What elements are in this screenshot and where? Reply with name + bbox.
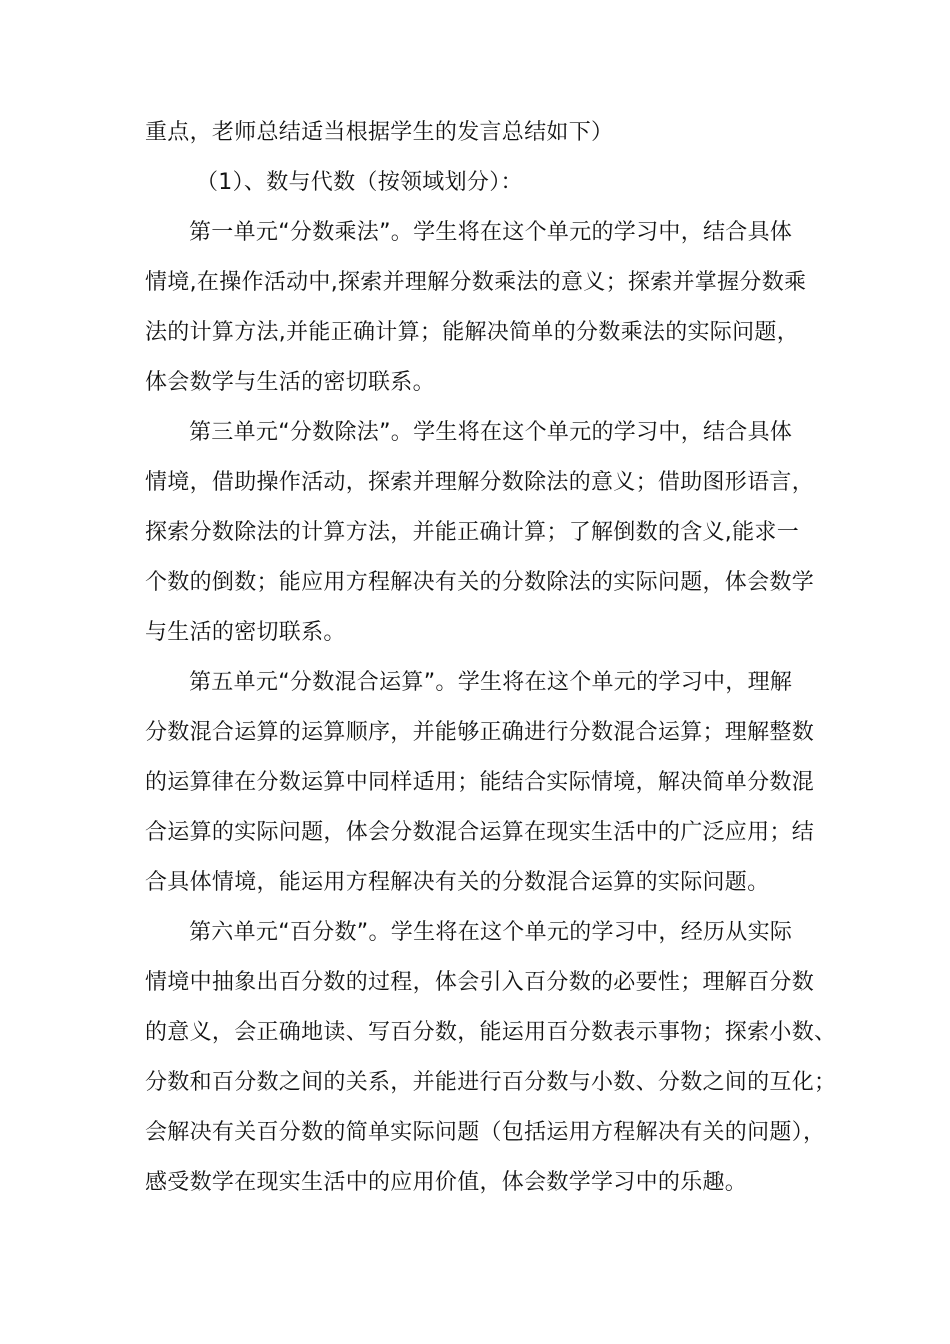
paragraph-line: 第一单元“分数乘法”。学生将在这个单元的学习中，结合具体 bbox=[189, 220, 793, 245]
paragraph-line: 会解决有关百分数的简单实际问题（包括运用方程解决有关的问题）， bbox=[145, 1120, 826, 1145]
paragraph-line: 体会数学与生活的密切联系。 bbox=[145, 370, 435, 395]
paragraph-line: 合具体情境，能运用方程解决有关的分数混合运算的实际问题。 bbox=[145, 870, 770, 895]
paragraph-line: 情境，借助操作活动，探索并理解分数除法的意义；借助图形语言， bbox=[145, 470, 815, 495]
paragraph-line: 第五单元“分数混合运算”。学生将在这个单元的学习中，理解 bbox=[189, 670, 793, 695]
paragraph-line: 合运算的实际问题，体会分数混合运算在现实生活中的广泛应用；结 bbox=[145, 820, 815, 845]
paragraph-line: 个数的倒数；能应用方程解决有关的分数除法的实际问题，体会数学 bbox=[145, 570, 815, 595]
paragraph-line: 探索分数除法的计算方法，并能正确计算；了解倒数的含义,能求一 bbox=[145, 520, 799, 545]
paragraph-line: 感受数学在现实生活中的应用价值，体会数学学习中的乐趣。 bbox=[145, 1170, 748, 1195]
paragraph-line: 与生活的密切联系。 bbox=[145, 620, 346, 645]
paragraph-line: 第六单元“百分数”。学生将在这个单元的学习中，经历从实际 bbox=[189, 920, 793, 945]
section-heading: （1）、数与代数（按领域划分）： bbox=[196, 170, 523, 195]
paragraph-line: 的运算律在分数运算中同样适用；能结合实际情境，解决简单分数混 bbox=[145, 770, 815, 795]
text-line: 重点，老师总结适当根据学生的发言总结如下） bbox=[145, 120, 614, 145]
paragraph-line: 情境,在操作活动中,探索并理解分数乘法的意义；探索并掌握分数乘 bbox=[145, 270, 807, 295]
paragraph-line: 情境中抽象出百分数的过程，体会引入百分数的必要性；理解百分数 bbox=[145, 970, 815, 995]
paragraph-line: 第三单元“分数除法”。学生将在这个单元的学习中，结合具体 bbox=[189, 420, 793, 445]
paragraph-line: 法的计算方法,并能正确计算；能解决简单的分数乘法的实际问题， bbox=[145, 320, 799, 345]
paragraph-line: 分数和百分数之间的关系，并能进行百分数与小数、分数之间的互化； bbox=[145, 1070, 837, 1095]
paragraph-line: 分数混合运算的运算顺序，并能够正确进行分数混合运算；理解整数 bbox=[145, 720, 815, 745]
paragraph-line: 的意义，会正确地读、写百分数，能运用百分数表示事物；探索小数、 bbox=[145, 1020, 837, 1045]
